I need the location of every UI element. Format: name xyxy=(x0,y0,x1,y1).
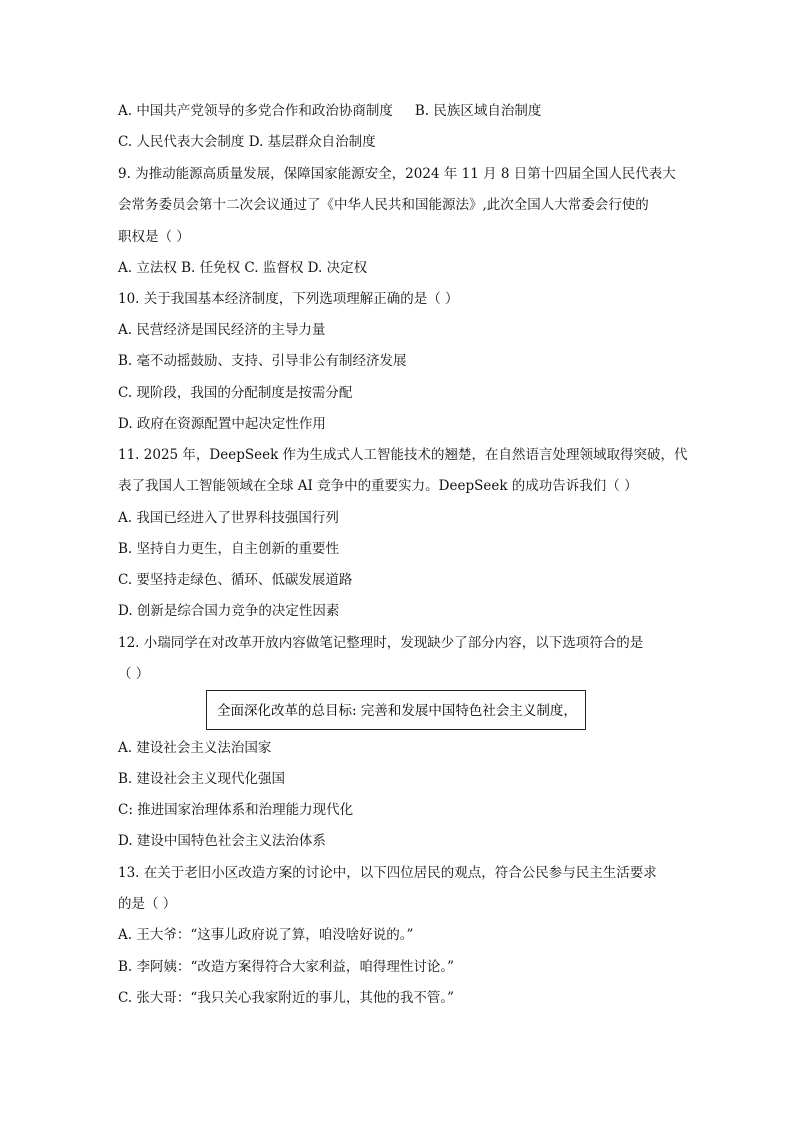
q11-stem-line-2: 表了我国人工智能领域在全球 AI 竞争中的重要实力。DeepSeek 的成功告诉我们（ ） xyxy=(118,478,638,494)
q12-stem-line-2: （ ） xyxy=(118,666,150,682)
q11-option-b: B. 坚持自力更生，自主创新的重要性 xyxy=(118,541,340,557)
q10-option-d: D. 政府在资源配置中起决定性作用 xyxy=(118,416,326,432)
q9-stem-line-1: 9. 为推动能源高质量发展，保障国家能源安全，2024 年 11 月 8 日第十四届全国人民代表大 xyxy=(118,166,676,182)
q12-stem-line-1: 12. 小瑞同学在对改革开放内容做笔记整理时，发现缺少了部分内容，以下选项符合的是 xyxy=(118,635,644,651)
q13-stem-line-1: 13. 在关于老旧小区改造方案的讨论中，以下四位居民的观点，符合公民参与民主生活要求 xyxy=(118,865,657,881)
q13-option-a: A. 王大爷：“这事儿政府说了算，咱没啥好说的。” xyxy=(118,927,414,943)
q8-option-a: A. 中国共产党领导的多党合作和政治协商制度 xyxy=(118,103,393,119)
q10-option-a: A. 民营经济是国民经济的主导力量 xyxy=(118,322,326,338)
q10-option-c: C. 现阶段，我国的分配制度是按需分配 xyxy=(118,385,353,401)
q9-stem-line-2: 会常务委员会第十二次会议通过了《中华人民共和国能源法》,此次全国人大常委会行使的 xyxy=(118,197,649,213)
q13-stem-line-2: 的是（ ） xyxy=(118,896,177,912)
q8-option-a-b xyxy=(118,101,541,121)
q13-option-c: C. 张大哥：“我只关心我家附近的事儿，其他的我不管。” xyxy=(118,990,454,1006)
q12-option-b: B. 建设社会主义现代化强国 xyxy=(118,771,286,787)
q11-option-d: D. 创新是综合国力竞争的决定性因素 xyxy=(118,603,340,619)
q10-stem: 10. 关于我国基本经济制度，下列选项理解正确的是（ ） xyxy=(118,291,459,307)
q11-stem-line-1: 11. 2025 年，DeepSeek 作为生成式人工智能技术的翘楚，在自然语言处理领域取得突破，代 xyxy=(118,447,688,463)
q9-stem-line-3: 职权是（ ） xyxy=(118,229,190,245)
q12-option-a: A. 建设社会主义法治国家 xyxy=(118,740,272,756)
q12-note-box-text: 全面深化改革的总目标: 完善和发展中国特色社会主义制度， xyxy=(217,703,577,719)
q11-option-a: A. 我国已经进入了世界科技强国行列 xyxy=(118,510,339,526)
q12-option-d: D. 建设中国特色社会主义法治体系 xyxy=(118,833,326,849)
q11-option-c: C. 要坚持走绿色、循环、低碳发展道路 xyxy=(118,572,353,588)
q10-option-b: B. 毫不动摇鼓励、支持、引导非公有制经济发展 xyxy=(118,353,407,369)
q8-option-c-d: C. 人民代表大会制度 D. 基层群众自治制度 xyxy=(118,134,376,150)
q9-options: A. 立法权 B. 任免权 C. 监督权 D. 决定权 xyxy=(118,260,368,276)
q8-option-b: B. 民族区域自治制度 xyxy=(414,103,542,119)
q13-option-b: B. 李阿姨：“改造方案得符合大家利益，咱得理性讨论。” xyxy=(118,959,455,975)
q12-option-c: C: 推进国家治理体系和治理能力现代化 xyxy=(118,802,354,818)
q12-note-box xyxy=(206,690,586,730)
